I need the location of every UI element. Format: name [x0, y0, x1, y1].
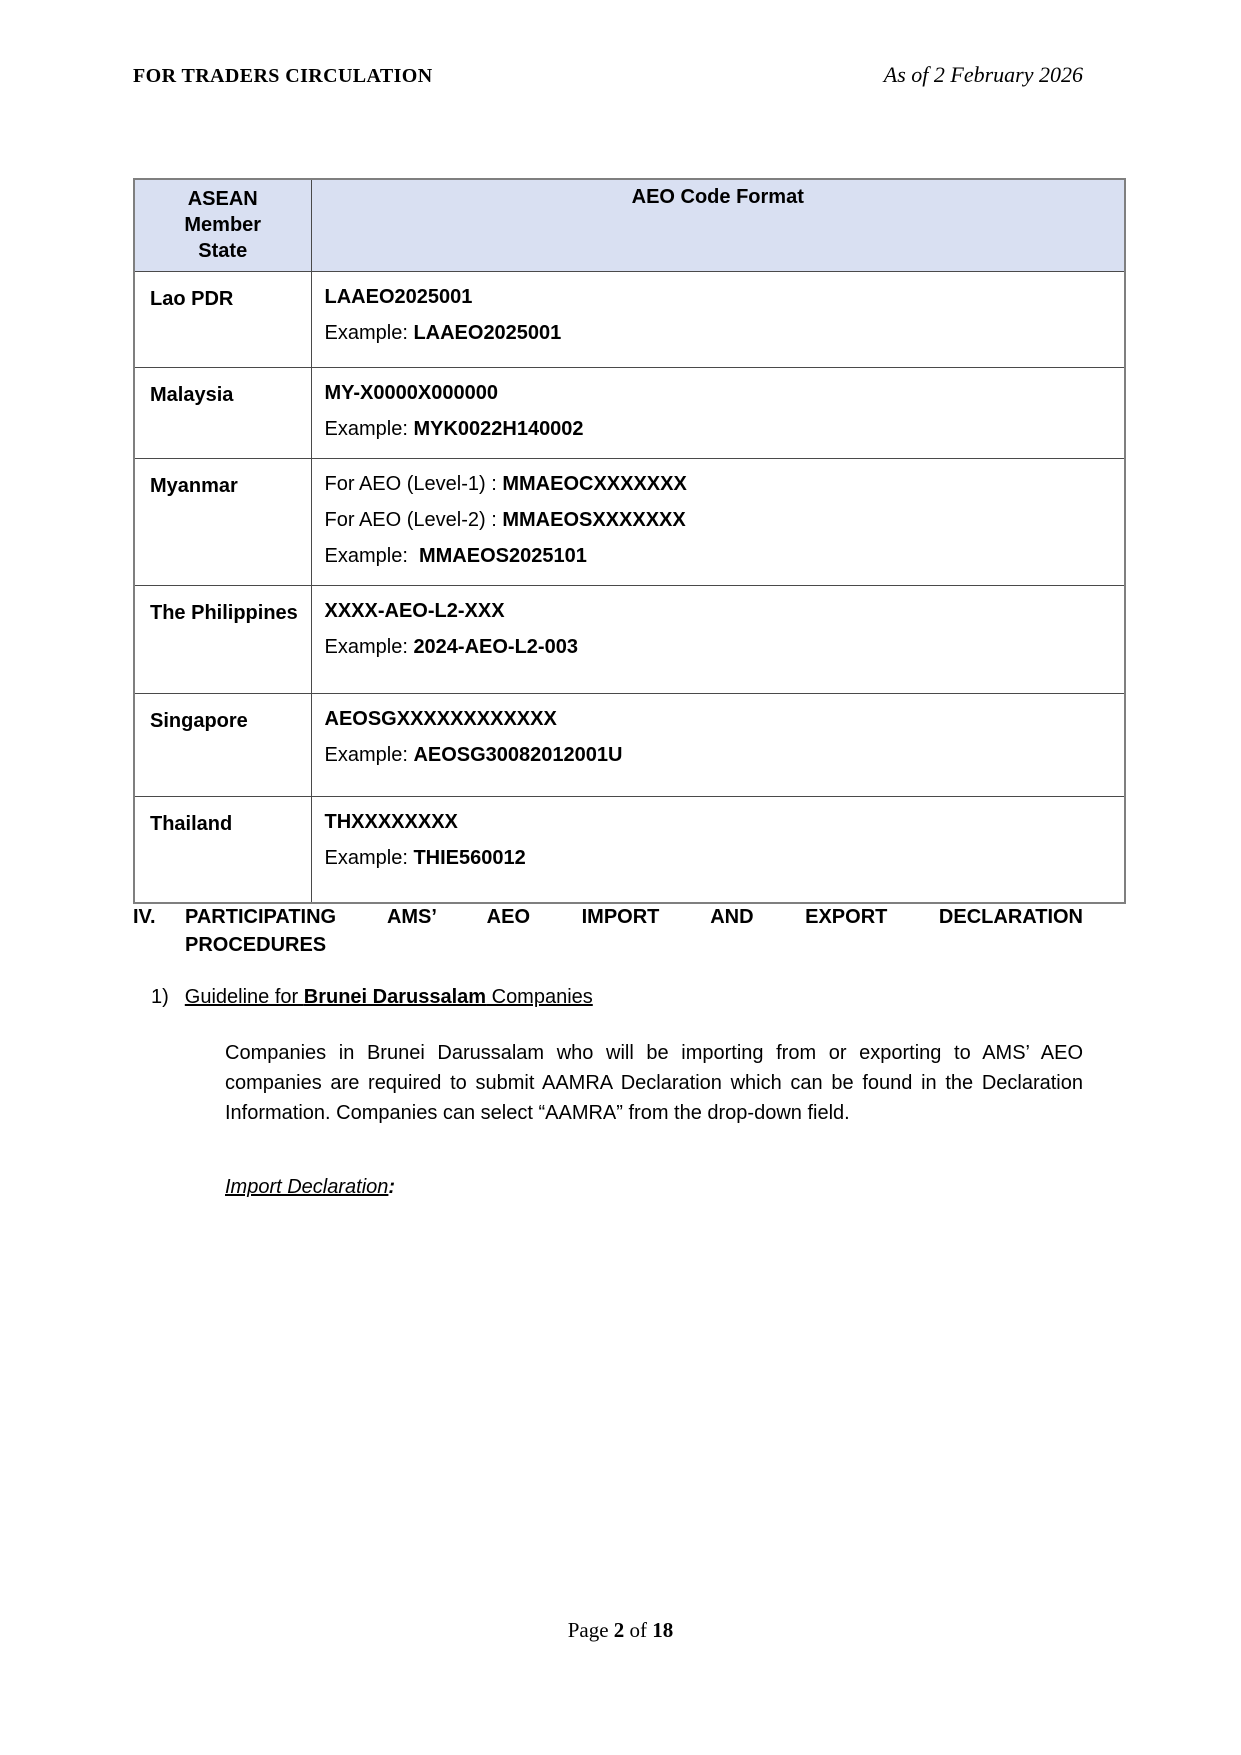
format-cell [311, 271, 1125, 367]
format-line: MY-X0000X000000 [324, 381, 498, 404]
footer-of-word: of [624, 1618, 653, 1642]
section-number: IV. [133, 906, 156, 928]
table-row [134, 796, 1125, 903]
guideline-heading [151, 984, 593, 1011]
format-cell [311, 458, 1125, 585]
body-paragraph: Companies in Brunei Darussalam who will be importing from or exporting to AMS’ AEO companies are required to submit AAMRA Declaration which can be found in the Declaration Information. Companies can select “AAMRA” from the drop-down field. [225, 1042, 1089, 1124]
format-cell [311, 585, 1125, 693]
format-line: For AEO (Level-1) : MMAEOCXXXXXXX [324, 472, 687, 495]
guideline-text: Guideline for Brunei Darussalam Companies [184, 986, 593, 1008]
import-declaration-colon: : [388, 1176, 396, 1198]
table-row [134, 271, 1125, 367]
format-line: For AEO (Level-2) : MMAEOSXXXXXXX [324, 508, 686, 531]
guideline-number: 1) [151, 986, 169, 1008]
format-line: Example: THIE560012 [324, 846, 526, 869]
state-cell: Singapore [134, 693, 311, 796]
import-declaration-heading [225, 1176, 395, 1199]
aeo-table-body [134, 271, 1125, 903]
format-cell [311, 796, 1125, 903]
header-aeo-code-format: AEO Code Format [311, 179, 1125, 271]
state-cell: Lao PDR [134, 271, 311, 367]
circulation-label: FOR TRADERS CIRCULATION [133, 65, 433, 87]
as-of-date: As of 2 February 2026 [883, 62, 1083, 87]
page-footer [0, 1618, 1241, 1643]
state-cell: The Philippines [134, 585, 311, 693]
footer-page-number: 2 [613, 1618, 625, 1642]
doc-header [133, 62, 1083, 88]
format-line: Example: MMAEOS2025101 [324, 544, 587, 567]
section-title [185, 903, 1083, 959]
section-title-line1: PARTICIPATING AMS’ AEO IMPORT AND EXPORT DECLARATION [185, 906, 1083, 928]
state-cell: Malaysia [134, 367, 311, 458]
state-cell: Myanmar [134, 458, 311, 585]
footer-page-total: 18 [652, 1618, 674, 1642]
format-line: Example: AEOSG30082012001U [324, 743, 623, 766]
table-header-row [134, 179, 1125, 271]
import-declaration-label: Import Declaration [225, 1176, 389, 1198]
section-title-line2: PROCEDURES [185, 934, 327, 956]
format-cell [311, 693, 1125, 796]
state-cell: Thailand [134, 796, 311, 903]
format-line: LAAEO2025001 [324, 285, 473, 308]
format-line: Example: MYK0022H140002 [324, 417, 584, 440]
format-line: Example: 2024-AEO-L2-003 [324, 635, 578, 658]
table-row [134, 585, 1125, 693]
footer-page-word: Page [567, 1618, 614, 1642]
format-line: AEOSGXXXXXXXXXXXX [324, 707, 557, 730]
table-row [134, 458, 1125, 585]
format-cell [311, 367, 1125, 458]
format-line: Example: LAAEO2025001 [324, 321, 562, 344]
section-heading [133, 903, 1083, 959]
header-asean-member-state: ASEAN Member State [134, 179, 311, 271]
table-row [134, 367, 1125, 458]
aeo-code-format-table [133, 178, 1126, 904]
format-line: XXXX-AEO-L2-XXX [324, 599, 505, 622]
format-line: THXXXXXXXX [324, 810, 458, 833]
table-row [134, 693, 1125, 796]
